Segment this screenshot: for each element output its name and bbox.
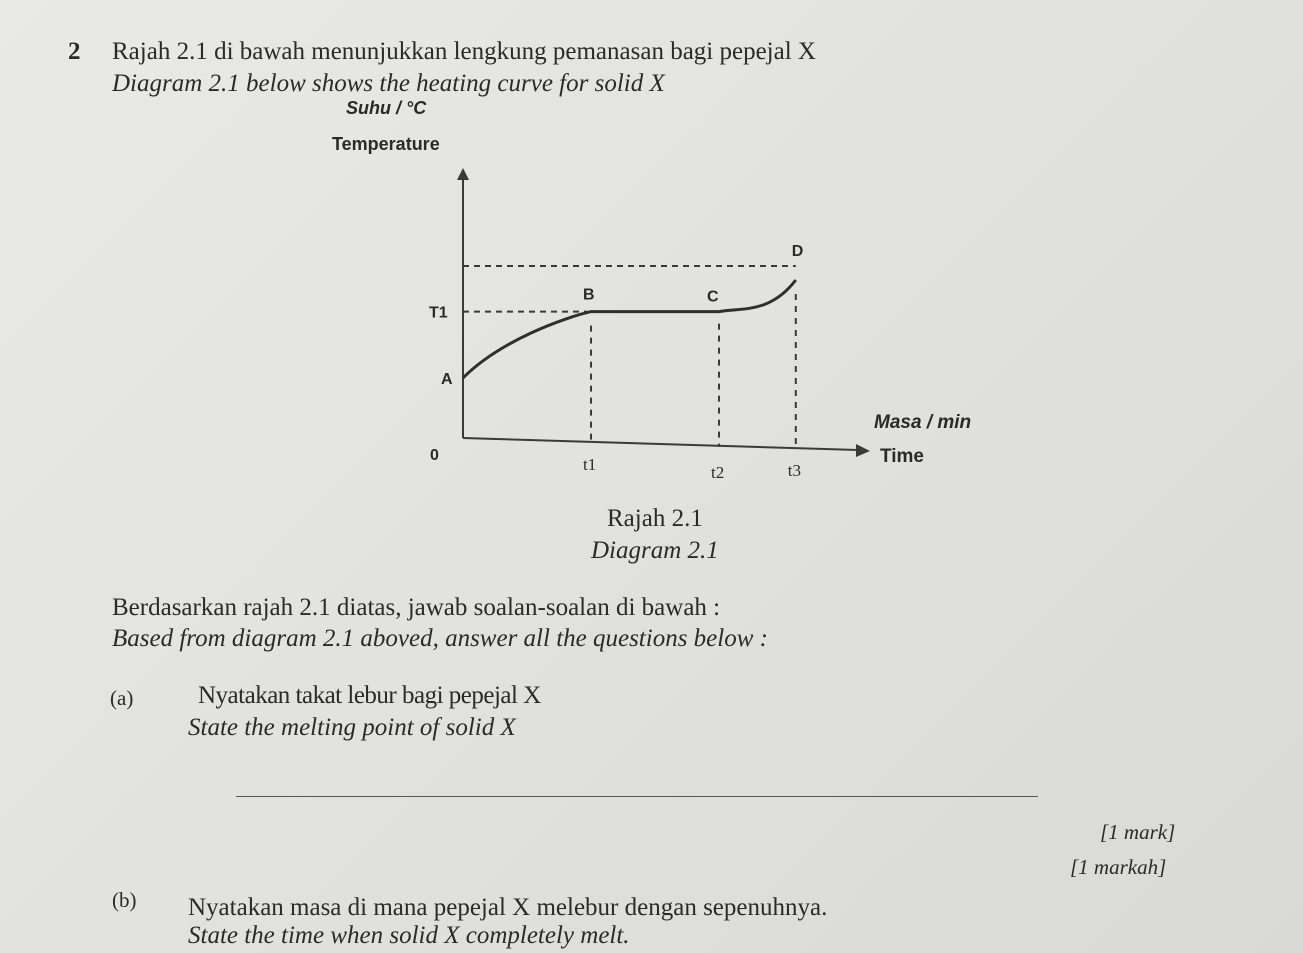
- diagram-caption-english: Diagram 2.1: [591, 537, 719, 564]
- y-axis-arrow: [457, 168, 469, 180]
- y-axis-label-malay: Suhu / °C: [346, 98, 427, 118]
- point-label-a: A: [441, 370, 453, 388]
- part-a-answer-line[interactable]: [236, 796, 1038, 797]
- question-number: 2: [68, 38, 81, 65]
- x-axis-label-malay: Masa / min: [874, 412, 972, 433]
- instructions-malay: Berdasarkan rajah 2.1 diatas, jawab soalan-soalan di bawah :: [112, 594, 721, 621]
- instructions-english: Based from diagram 2.1 aboved, answer all the questions below :: [112, 625, 768, 652]
- t1-level-label: T1: [429, 304, 448, 322]
- part-b-english: State the time when solid X completely melt.: [188, 922, 630, 949]
- time-tick-t2: t2: [711, 463, 725, 482]
- part-a-label: (a): [110, 686, 134, 710]
- point-label-b: B: [583, 286, 595, 304]
- intro-english: Diagram 2.1 below shows the heating curve for solid X: [112, 70, 665, 97]
- x-axis-label-english: Time: [880, 446, 925, 467]
- point-label-d: D: [791, 243, 804, 260]
- time-tick-t1: t1: [583, 455, 597, 474]
- part-b-label: (b): [112, 888, 137, 912]
- point-label-c: C: [707, 288, 719, 306]
- x-axis-arrow: [856, 444, 870, 457]
- part-a-mark-english: [1 mark]: [1100, 820, 1176, 844]
- intro-malay: Rajah 2.1 di bawah menunjukkan lengkung pemanasan bagi pepejal X: [112, 38, 816, 65]
- time-tick-t3: t3: [787, 461, 802, 480]
- y-axis-label-english: Temperature: [332, 134, 440, 154]
- part-a-mark-malay: [1 markah]: [1070, 855, 1167, 879]
- part-b-malay: Nyatakan masa di mana pepejal X melebur dengan sepenuhnya.: [188, 894, 828, 921]
- part-a-english: State the melting point of solid X: [188, 714, 516, 741]
- origin-label: 0: [430, 447, 439, 464]
- part-a-malay: Nyatakan takat lebur bagi pepejal X: [198, 682, 541, 709]
- diagram-caption-malay: Rajah 2.1: [607, 505, 703, 532]
- heating-curve-line: [463, 280, 796, 378]
- x-axis: [463, 438, 858, 450]
